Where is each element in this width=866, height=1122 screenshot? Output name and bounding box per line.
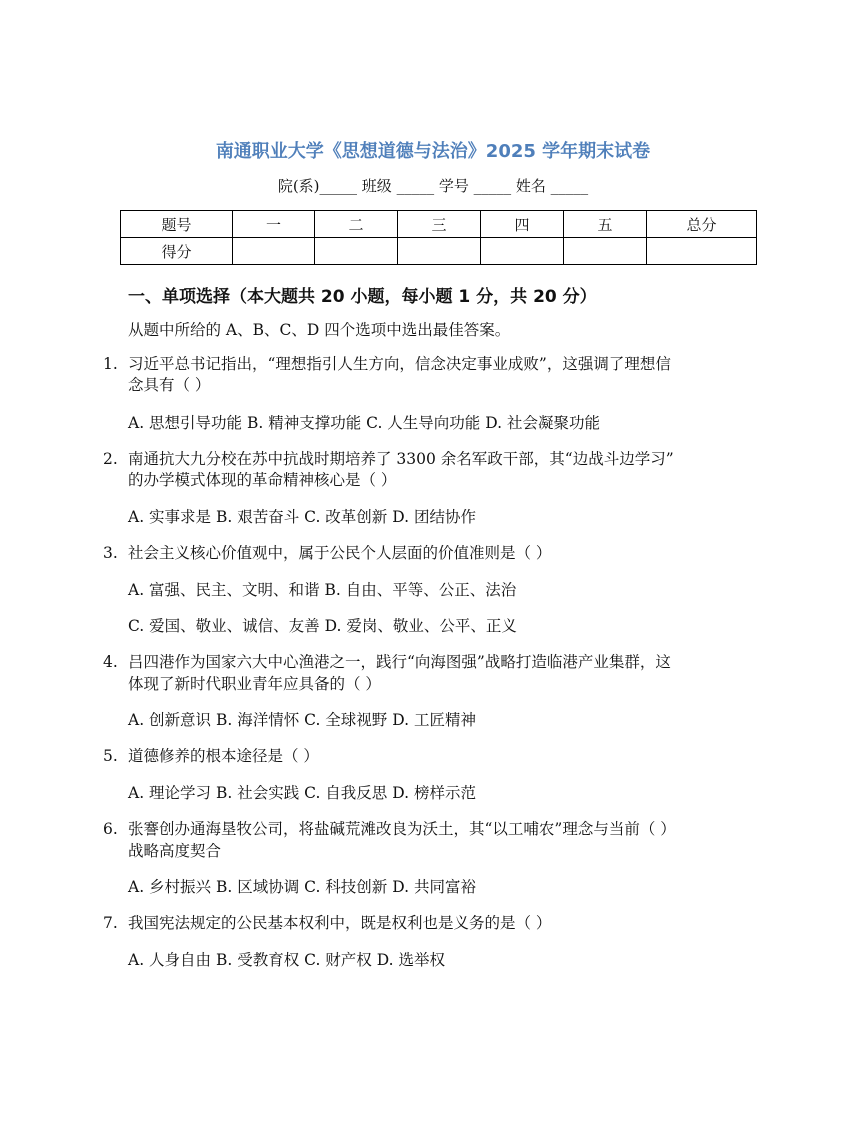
question-options: A. 理论学习 B. 社会实践 C. 自我反思 D. 榜样示范 — [128, 784, 476, 802]
question-options: A. 创新意识 B. 海洋情怀 C. 全球视野 D. 工匠精神 — [128, 711, 476, 729]
question-text: 念具有（ ） — [128, 376, 211, 394]
score-cell[interactable] — [315, 238, 398, 265]
question-text: 体现了新时代职业青年应具备的（ ） — [128, 675, 381, 693]
question-text: 吕四港作为国家六大中心渔港之一，践行“向海图强”战略打造临港产业集群，这 — [128, 653, 671, 671]
score-cell[interactable] — [564, 238, 647, 265]
question-options: A. 人身自由 B. 受教育权 C. 财产权 D. 选举权 — [128, 951, 445, 969]
question-number: 2. — [103, 450, 118, 468]
question-text: 社会主义核心价值观中，属于公民个人层面的价值准则是（ ） — [128, 544, 552, 562]
question-text: 我国宪法规定的公民基本权利中，既是权利也是义务的是（ ） — [128, 914, 552, 932]
question-options: A. 思想引导功能 B. 精神支撑功能 C. 人生导向功能 D. 社会凝聚功能 — [128, 414, 600, 432]
score-table-header: 题号 — [121, 211, 233, 238]
question-text: 南通抗大九分校在苏中抗战时期培养了 3300 余名军政干部，其“边战斗边学习” — [128, 450, 674, 468]
question-text: 习近平总书记指出，“理想指引人生方向，信念决定事业成败”，这强调了理想信 — [128, 355, 671, 373]
question-options: A. 乡村振兴 B. 区域协调 C. 科技创新 D. 共同富裕 — [128, 878, 476, 896]
score-table-header: 总分 — [647, 211, 757, 238]
exam-title: 南通职业大学《思想道德与法治》2025 学年期末试卷 — [215, 141, 651, 162]
question-number: 7. — [103, 914, 118, 932]
score-cell[interactable] — [481, 238, 564, 265]
score-table-header: 二 — [315, 211, 398, 238]
question-text: 道德修养的根本途径是（ ） — [128, 747, 319, 765]
score-cell[interactable] — [398, 238, 481, 265]
question-text: 的办学模式体现的革命精神核心是（ ） — [128, 471, 397, 489]
question-number: 5. — [103, 747, 118, 765]
score-table-header: 四 — [481, 211, 564, 238]
student-info-line: 院(系)_____ 班级 _____ 学号 _____ 姓名 _____ — [277, 177, 589, 195]
score-table-header: 三 — [398, 211, 481, 238]
question-text: 战略高度契合 — [128, 842, 222, 860]
question-number: 1. — [103, 355, 118, 373]
question-number: 3. — [103, 544, 118, 562]
score-row-label: 得分 — [121, 238, 233, 265]
question-number: 4. — [103, 653, 118, 671]
score-table-score-row — [121, 238, 757, 265]
section-instruction: 从题中所给的 A、B、C、D 四个选项中选出最佳答案。 — [128, 321, 511, 339]
question-number: 6. — [103, 820, 118, 838]
section-heading: 一、单项选择（本大题共 20 小题，每小题 1 分，共 20 分） — [128, 287, 597, 307]
score-table-header: 五 — [564, 211, 647, 238]
question-options: A. 实事求是 B. 艰苦奋斗 C. 改革创新 D. 团结协作 — [128, 508, 476, 526]
question-options: A. 富强、民主、文明、和谐 B. 自由、平等、公正、法治 — [128, 581, 517, 599]
score-table-header: 一 — [233, 211, 315, 238]
question-options: C. 爱国、敬业、诚信、友善 D. 爱岗、敬业、公平、正义 — [128, 617, 517, 635]
question-text: 张謇创办通海垦牧公司，将盐碱荒滩改良为沃土，其“以工哺农”理念与当前（ ） — [128, 820, 676, 838]
score-table — [120, 210, 757, 265]
score-cell[interactable] — [233, 238, 315, 265]
score-cell[interactable] — [647, 238, 757, 265]
score-table-header-row — [121, 211, 757, 238]
